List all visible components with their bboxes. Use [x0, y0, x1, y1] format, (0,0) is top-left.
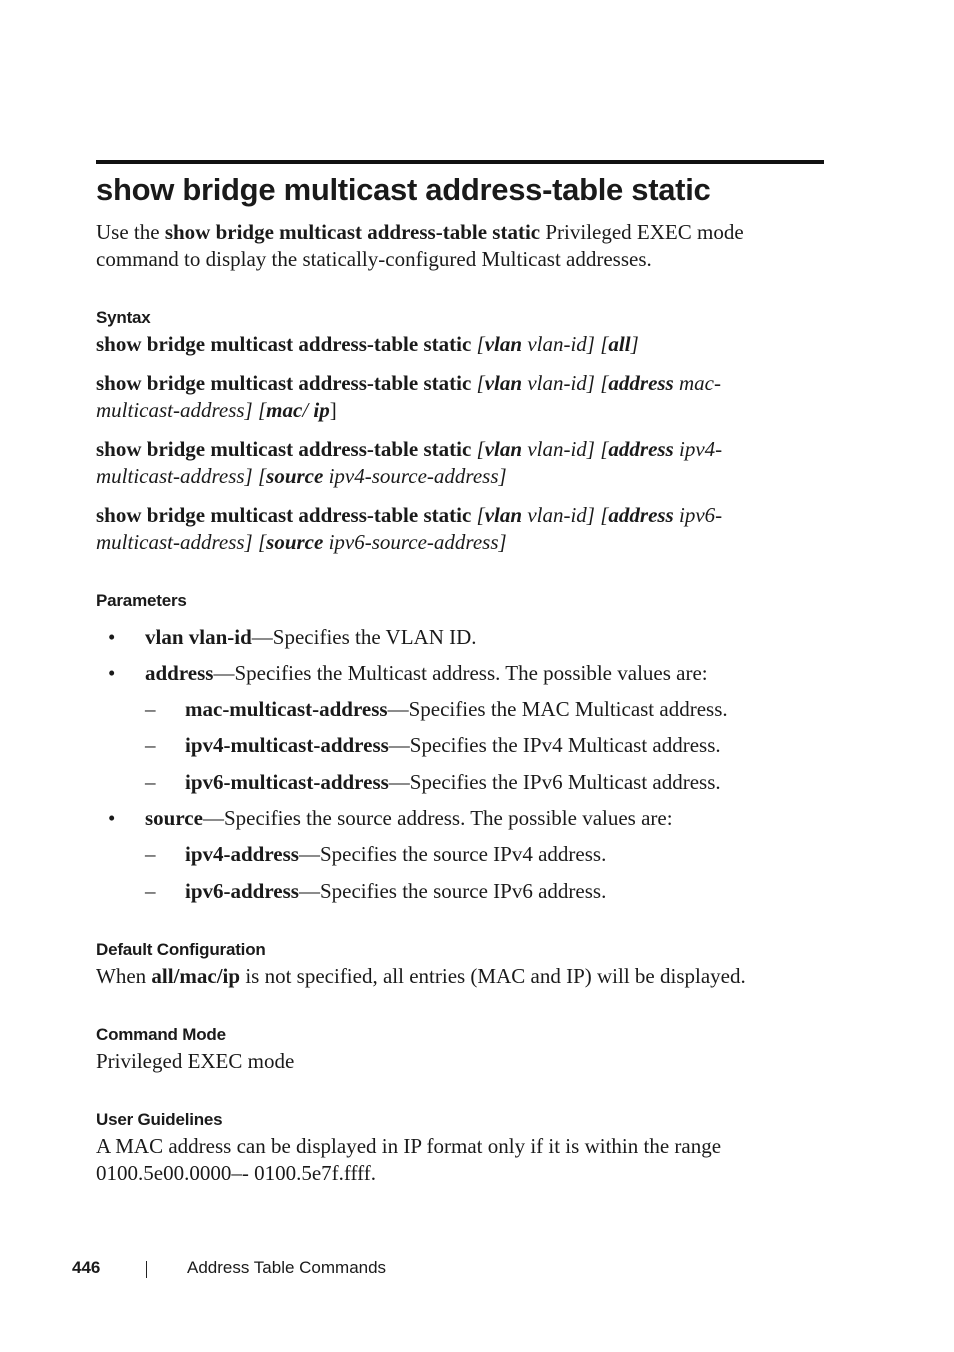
- param-desc: —Specifies the IPv4 Multicast address.: [388, 733, 721, 757]
- dash-marker: –: [145, 842, 156, 866]
- address-keyword: address: [608, 503, 674, 527]
- ip-keyword: ip: [313, 398, 330, 422]
- parameters-heading: Parameters: [96, 591, 187, 610]
- param-term: ipv4-address: [185, 842, 299, 866]
- syntax-command: show bridge multicast address-table static: [96, 437, 472, 461]
- source-keyword: source: [266, 464, 324, 488]
- vlan-keyword: vlan: [484, 332, 523, 356]
- syntax-command: show bridge multicast address-table static: [96, 332, 472, 356]
- footer-section-title: Address Table Commands: [187, 1258, 387, 1277]
- syntax-command: show bridge multicast address-table static: [96, 503, 472, 527]
- user-guidelines-heading: User Guidelines: [96, 1110, 223, 1129]
- param-desc: —Specifies the VLAN ID.: [251, 625, 477, 649]
- dash-marker: –: [145, 733, 156, 757]
- param-term: ipv6-multicast-address: [185, 770, 389, 794]
- intro-text: Use the: [96, 220, 165, 244]
- syntax-line-2: show bridge multicast address-table static [vlan vlan-id] [address mac- multicast-address] [mac/ ip]: [96, 371, 721, 422]
- param-term: source: [145, 806, 203, 830]
- vlan-keyword: vlan: [484, 503, 523, 527]
- page-title: show bridge multicast address-table static: [96, 172, 711, 207]
- syntax-line-3: show bridge multicast address-table static [vlan vlan-id] [address ipv4- multicast-address] [source ipv4-source-address]: [96, 437, 723, 488]
- syntax-line-4: show bridge multicast address-table static [vlan vlan-id] [address ipv6- multicast-address] [source ipv6-source-address]: [96, 503, 723, 554]
- dash-marker: –: [145, 770, 156, 794]
- vlan-keyword: vlan: [484, 437, 523, 461]
- default-config-text: When all/mac/ip is not specified, all entries (MAC and IP) will be displayed.: [96, 964, 746, 988]
- source-keyword: source: [266, 530, 324, 554]
- param-desc: —Specifies the source IPv6 address.: [298, 879, 607, 903]
- bullet-marker: •: [108, 661, 116, 685]
- bullet-marker: •: [108, 806, 116, 830]
- param-desc: —Specifies the source IPv4 address.: [298, 842, 607, 866]
- param-address: [145, 660, 825, 687]
- address-keyword: address: [608, 437, 674, 461]
- param-term: vlan vlan-id: [145, 625, 252, 649]
- default-config-term: all/mac/ip: [151, 964, 241, 988]
- bullet-marker: •: [108, 625, 116, 649]
- param-desc: —Specifies the source address. The possible values are:: [202, 806, 673, 830]
- vlan-keyword: vlan: [484, 371, 523, 395]
- command-mode-text: Privileged EXEC mode: [96, 1049, 295, 1073]
- intro-line-2: command to display the statically-configured Multicast addresses.: [96, 247, 652, 271]
- dash-marker: –: [145, 697, 156, 721]
- param-desc: —Specifies the MAC Multicast address.: [387, 697, 728, 721]
- intro-paragraph: [96, 219, 826, 273]
- param-source: [145, 805, 825, 832]
- param-term: ipv4-multicast-address: [185, 733, 389, 757]
- param-vlan: [145, 624, 825, 651]
- address-keyword: address: [608, 371, 674, 395]
- default-config-heading: Default Configuration: [96, 940, 266, 959]
- param-ipv6-multicast-address: [185, 769, 825, 796]
- param-term: mac-multicast-address: [185, 697, 388, 721]
- param-ipv4-multicast-address: [185, 732, 825, 759]
- syntax-heading: Syntax: [96, 308, 151, 327]
- mac-keyword: mac: [266, 398, 303, 422]
- page-number: 446: [72, 1258, 101, 1277]
- intro-command: show bridge multicast address-table static: [164, 220, 541, 244]
- param-ipv4-address: [185, 841, 825, 868]
- all-keyword: all: [608, 332, 631, 356]
- footer-separator: [146, 1261, 147, 1278]
- syntax-line-1: show bridge multicast address-table static [vlan vlan-id] [all]: [96, 332, 639, 356]
- param-desc: —Specifies the Multicast address. The possible values are:: [213, 661, 708, 685]
- intro-text-2: Privileged EXEC mode: [540, 220, 744, 244]
- param-ipv6-address: [185, 878, 825, 905]
- param-term: address: [145, 661, 214, 685]
- param-desc: —Specifies the IPv6 Multicast address.: [388, 770, 721, 794]
- user-guidelines-text: A MAC address can be displayed in IP format only if it is within the range 0100.5e00.0000–- 0100.5e7f.ffff.: [96, 1134, 722, 1185]
- param-mac-multicast-address: [185, 696, 825, 723]
- param-term: ipv6-address: [185, 879, 299, 903]
- title-rule: [96, 160, 824, 164]
- dash-marker: –: [145, 879, 156, 903]
- command-mode-heading: Command Mode: [96, 1025, 226, 1044]
- syntax-command: show bridge multicast address-table static: [96, 371, 472, 395]
